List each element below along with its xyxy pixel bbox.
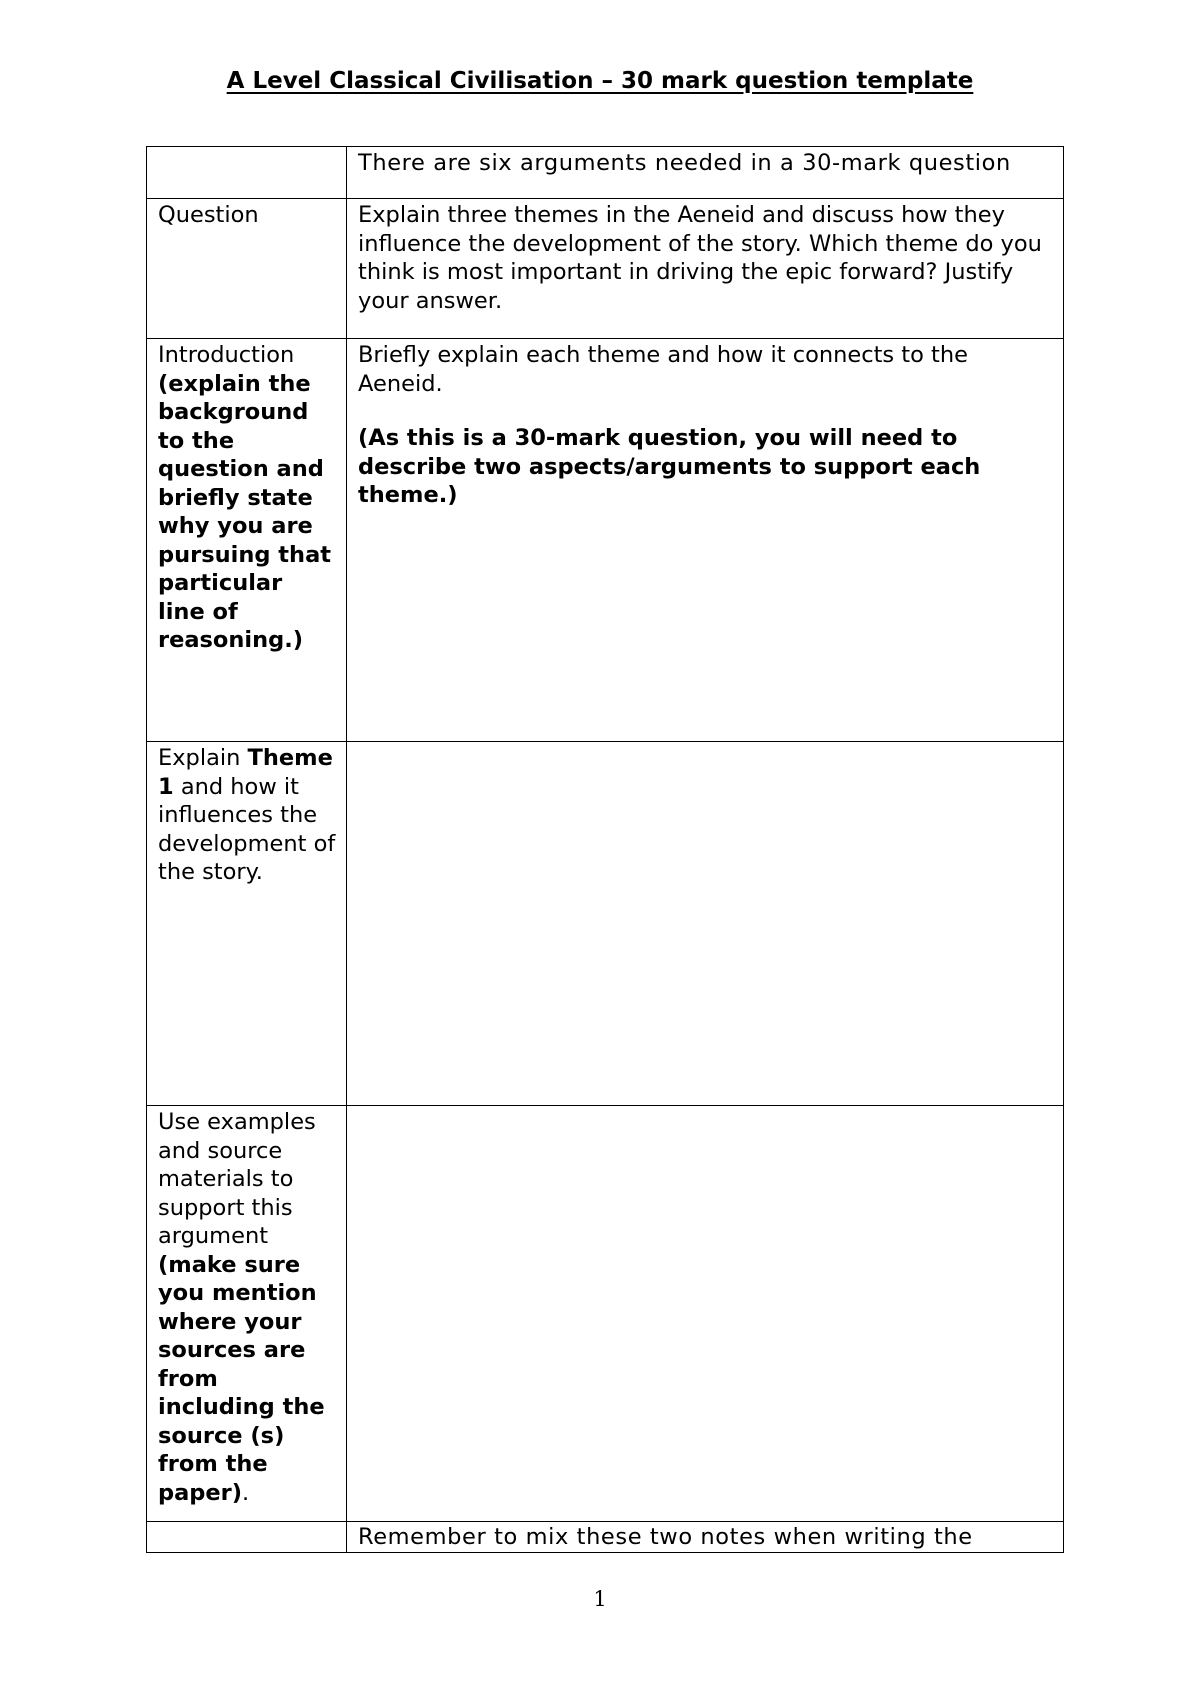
table-row-question — [147, 199, 1064, 339]
question-label: Question — [158, 202, 259, 228]
question-text: Explain three themes in the Aeneid and discuss how they influence the development of the story. Which theme do you think is most important in driving the epic forward? Justify your answer. — [358, 202, 1042, 314]
header-note: There are six arguments needed in a 30-mark question — [358, 150, 1011, 176]
theme1-label-cell — [147, 742, 347, 1106]
question-label-cell — [147, 199, 347, 339]
theme1-answer-cell[interactable] — [347, 742, 1064, 1106]
examples-answer-cell[interactable] — [347, 1106, 1064, 1522]
header-label-cell — [147, 147, 347, 199]
footer-note: Remember to mix these two notes when writing the — [358, 1524, 973, 1550]
introduction-text: Briefly explain each theme and how it connects to the Aeneid. — [358, 342, 968, 397]
table-row-header — [147, 147, 1064, 199]
examples-label-end: . — [242, 1479, 250, 1506]
introduction-guidance: (explain the background to the question and briefly state why you are pursuing that particular line of reasoning.) — [158, 370, 332, 653]
theme1-label-start: Explain — [158, 745, 241, 771]
introduction-label-cell — [147, 339, 347, 742]
theme1-label-end: and how it influences the development of the story. — [158, 773, 336, 885]
introduction-note: (As this is a 30-mark question, you will need to describe two aspects/arguments to support each theme.) — [358, 425, 981, 508]
footer-note-cell — [347, 1522, 1064, 1553]
page-title: A Level Classical Civilisation – 30 mark question template — [226, 68, 974, 94]
introduction-text-cell — [347, 339, 1064, 742]
table-row-footer — [147, 1522, 1064, 1553]
page-number: 1 — [593, 1587, 607, 1611]
table-row-introduction — [147, 339, 1064, 742]
table-row-theme1 — [147, 742, 1064, 1106]
table-row-examples — [147, 1106, 1064, 1522]
question-text-cell — [347, 199, 1064, 339]
question-template-table — [146, 146, 1064, 1553]
examples-label: Use examples and source materials to support this argument — [158, 1109, 316, 1249]
footer-label-cell — [147, 1522, 347, 1553]
introduction-label: Introduction — [158, 342, 295, 368]
header-note-cell — [347, 147, 1064, 199]
examples-guidance: (make sure you mention where your sources are from including the source (s) from the paper) — [158, 1251, 325, 1506]
theme1-label-bold: Theme 1 — [158, 745, 333, 800]
examples-label-cell — [147, 1106, 347, 1522]
